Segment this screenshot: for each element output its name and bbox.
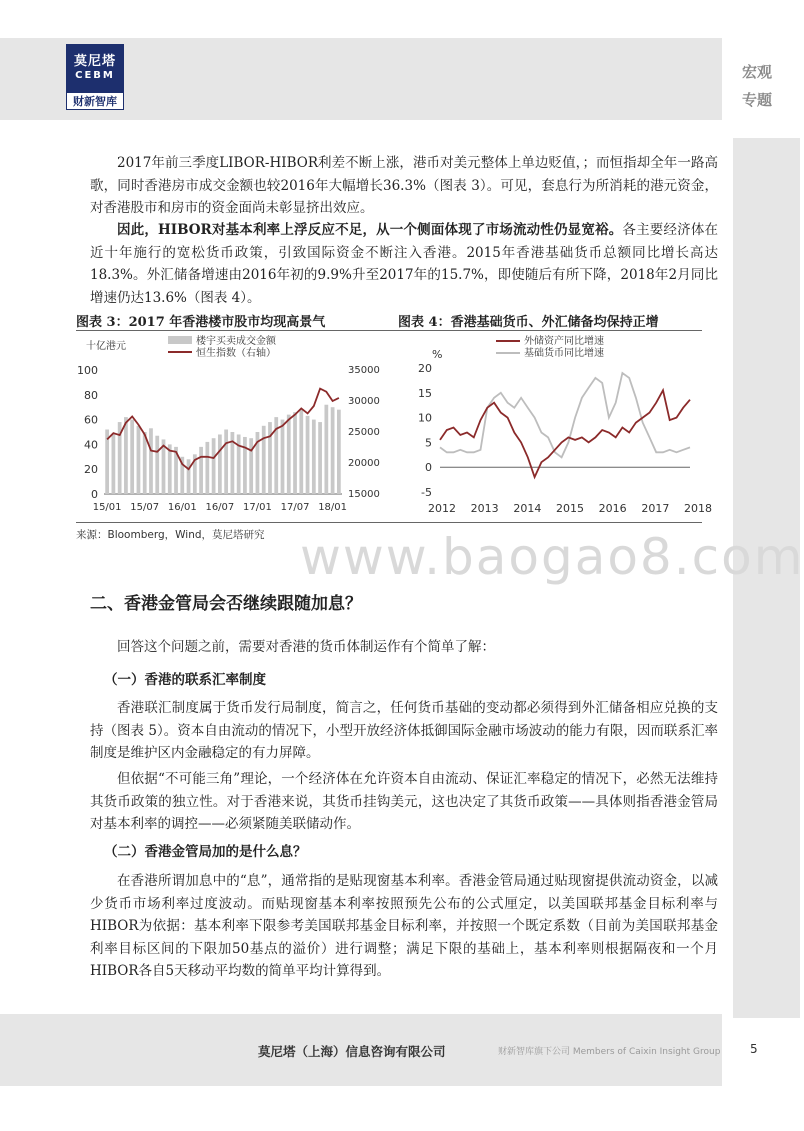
chart-3-bar bbox=[318, 422, 322, 494]
chart-3-x-tick: 15/07 bbox=[130, 502, 160, 513]
chart-3-left-tick: 80 bbox=[84, 388, 98, 402]
chart-3-bar bbox=[299, 410, 303, 494]
subsection-1-paragraph-2: 但依据“不可能三角”理论，一个经济体在允许资本自由流动、保证汇率稳定的情况下，必然无法维持其货币政策的独立性。对于香港来说，其货币挂钩美元，这也决定了其货币政策——具体则指香港金管局对基本利率的调控——必须紧随美联储动作。 bbox=[90, 771, 718, 832]
chart-4-y-tick: 20 bbox=[418, 362, 432, 375]
logo-en-text: CEBM bbox=[75, 70, 115, 81]
chart-4-y-tick: 15 bbox=[418, 386, 432, 400]
chart-3-x-tick: 16/07 bbox=[205, 502, 235, 513]
chart-3-bar bbox=[331, 407, 335, 494]
chart-3-right-tick: 30000 bbox=[348, 396, 380, 407]
chart-3-bar bbox=[124, 417, 128, 494]
chart-3-bar bbox=[187, 459, 191, 494]
chart-3-right-tick: 20000 bbox=[348, 458, 380, 469]
footer-member-text: 财新智库旗下公司 Members of Caixin Insight Group bbox=[498, 1047, 721, 1057]
chart-3-right-tick: 15000 bbox=[348, 489, 380, 500]
chart-4-ylabel: % bbox=[432, 348, 443, 361]
figure-3-title: 图表 3：2017 年香港楼市股市均现高景气 bbox=[76, 315, 326, 330]
chart-4-legend-fx-label: 外储资产同比增速 bbox=[524, 336, 604, 347]
chart-3-bar bbox=[237, 434, 241, 494]
figure-source: 来源：Bloomberg，Wind，莫尼塔研究 bbox=[76, 529, 265, 541]
subsection-2-title: （二）香港金管局加的是什么息？ bbox=[104, 844, 307, 860]
chart-4-legend-base-label: 基础货币同比增速 bbox=[524, 348, 604, 359]
chart-3-right-tick: 35000 bbox=[348, 365, 380, 376]
chart-3-x-tick: 18/01 bbox=[318, 502, 348, 513]
chart-3-left-tick: 60 bbox=[84, 413, 98, 427]
subsection-1-title: （一）香港的联系汇率制度 bbox=[104, 672, 266, 688]
chart-3-bar bbox=[243, 437, 247, 494]
chart-4-x-tick: 2015 bbox=[556, 502, 584, 515]
tag-line-1: 宏观 bbox=[741, 63, 772, 81]
chart-4 bbox=[400, 332, 712, 522]
chart-3-x-tick: 17/07 bbox=[280, 502, 310, 513]
chart-3-x-tick: 15/01 bbox=[92, 502, 122, 513]
chart-3-bar bbox=[281, 420, 285, 494]
subsection-1-paragraph-1: 香港联汇制度属于货币发行局制度，简言之，任何货币基础的变动都必须得到外汇储备相应兑换的支持（图表 5）。资本自由流动的情况下，小型开放经济体抵御国际金融市场波动的能力有限，因而联系汇率制度是维护区内金融稳定的有力屏障。 bbox=[90, 700, 718, 761]
chart-3-bar bbox=[293, 412, 297, 494]
chart-3-left-tick: 0 bbox=[91, 488, 98, 501]
chart-3-bar bbox=[224, 430, 228, 494]
chart-3-bar bbox=[112, 434, 116, 494]
section-2-title: 二、香港金管局会否继续跟随加息？ bbox=[90, 594, 362, 614]
chart-3-x-tick: 16/01 bbox=[167, 502, 197, 513]
chart-3-bar bbox=[212, 438, 216, 494]
chart-3-bar bbox=[149, 428, 153, 494]
chart-3-left-tick: 40 bbox=[84, 438, 98, 452]
chart-3-bar bbox=[155, 436, 159, 494]
chart-4-x-tick: 2012 bbox=[428, 502, 456, 515]
section-2-intro: 回答这个问题之前，需要对香港的货币体制运作有个简单了解： bbox=[117, 639, 495, 655]
chart-3-right-tick: 25000 bbox=[348, 427, 380, 438]
chart-3-bar bbox=[205, 442, 209, 494]
chart-3-bar bbox=[262, 426, 266, 494]
chart-4-x-tick: 2014 bbox=[513, 502, 542, 515]
figure-4-title: 图表 4：香港基础货币、外汇储备均保持正增 bbox=[398, 315, 659, 330]
paragraph-2 bbox=[90, 219, 718, 309]
chart-4-fx-line bbox=[440, 390, 690, 477]
company-logo bbox=[66, 44, 124, 110]
chart-3-bar bbox=[287, 415, 291, 494]
chart-4-x-tick: 2016 bbox=[598, 502, 627, 515]
figure-top-rule bbox=[76, 330, 702, 331]
chart-3-legend-bar-swatch bbox=[168, 336, 192, 344]
chart-3-hsi-line bbox=[107, 389, 339, 470]
figure-bottom-rule bbox=[76, 522, 702, 523]
chart-4-y-tick: -5 bbox=[421, 486, 432, 499]
chart-3-bar bbox=[130, 420, 134, 494]
watermark: www.baogao8.com bbox=[300, 528, 804, 586]
chart-3-legend-bar-label: 楼宇买卖成交金额 bbox=[196, 336, 276, 347]
chart-4-x-tick: 2013 bbox=[470, 502, 499, 515]
chart-4-base-line bbox=[440, 373, 690, 457]
chart-4-x-tick: 2018 bbox=[684, 502, 712, 515]
chart-3-bar bbox=[324, 405, 328, 494]
chart-3-left-tick: 100 bbox=[77, 364, 98, 377]
chart-3-bar bbox=[337, 410, 341, 494]
chart-3-ylabel: 十亿港元 bbox=[86, 341, 126, 352]
chart-3-legend-line-label: 恒生指数（右轴） bbox=[196, 348, 276, 359]
footer-company: 莫尼塔（上海）信息咨询有限公司 bbox=[258, 1044, 446, 1059]
chart-3-bar bbox=[268, 422, 272, 494]
paragraph-2-bold: 因此，HIBOR对基本利率上浮反应不足，从一个侧面体现了市场流动性仍显宽裕。 bbox=[117, 222, 623, 238]
paragraph-1: 2017年前三季度LIBOR-HIBOR利差不断上涨，港币对美元整体上单边贬值，；而恒指却全年一路高歌，同时香港房市成交金额也较2016年大幅增长36.3%（图表 3）。可见，套息行为所消耗的港元资金，对香港股市和房市的资金面尚未彰显挤出效应。 bbox=[90, 155, 718, 216]
chart-3-left-tick: 20 bbox=[84, 463, 98, 477]
subsection-2-paragraph-1: 在香港所谓加息中的“息”，通常指的是贴现窗基本利率。香港金管局通过贴现窗提供流动资金，以减少货币市场利率过度波动。而贴现窗基本利率按照预先公布的公式厘定，以美国联邦基金目标利率与HIBOR为依据：基本利率下限参考美国联邦基金目标利率，并按照一个既定系数（目前为美国联邦基金利率目标区间的下限加50基点的溢价）进行调整；满足下限的基础上，基本利率则根据隔夜和一个月HIBOR各自5天移动平均数的简单平均计算得到。 bbox=[90, 873, 718, 979]
chart-4-y-tick: 5 bbox=[425, 436, 432, 450]
paragraph-2-rest: 各主要经济体在近十年施行的宽松货币政策，引致国际资金不断注入香港。2015年香港基础货币总额同比增长高达18.3%。外汇储备增速由2016年初的9.9%升至2017年的15.7%，即使随后有所下降，2018年2月同比增速仍达13.6%（图表 4）。 bbox=[90, 222, 718, 306]
chart-3-x-tick: 17/01 bbox=[243, 502, 272, 513]
chart-3-bar bbox=[199, 447, 203, 494]
chart-4-y-tick: 10 bbox=[418, 411, 432, 425]
chart-3-bar bbox=[312, 420, 316, 494]
logo-sub-text: 财新智库 bbox=[66, 92, 124, 110]
chart-3-bar bbox=[143, 432, 147, 494]
chart-3-bar bbox=[218, 434, 222, 494]
chart-3-bar bbox=[306, 416, 310, 494]
chart-4-y-tick: 0 bbox=[425, 461, 432, 475]
page-number: 5 bbox=[750, 1042, 758, 1056]
tag-line-2: 专题 bbox=[741, 91, 772, 109]
report-category-tag bbox=[733, 58, 781, 114]
chart-3-bar bbox=[168, 444, 172, 494]
chart-3-bar bbox=[137, 426, 141, 494]
chart-4-x-tick: 2017 bbox=[641, 502, 670, 515]
logo-cn-text: 莫尼塔 bbox=[73, 54, 116, 69]
chart-3-bar bbox=[249, 438, 253, 494]
chart-3 bbox=[76, 332, 392, 522]
